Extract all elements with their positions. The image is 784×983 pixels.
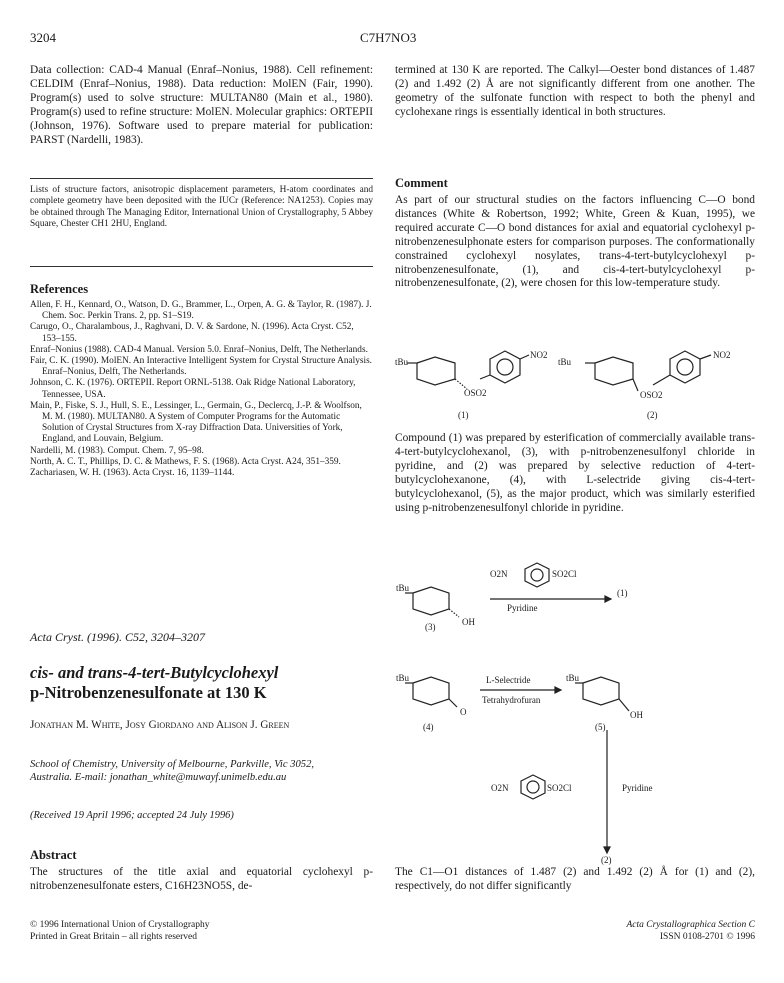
reference-item: North, A. C. T., Phillips, D. C. & Mathews, F. S. (1968). Acta Cryst. A24, 351–359. (30, 456, 341, 467)
oh-label: OH (462, 617, 475, 627)
pyridine-label: Pyridine (622, 783, 653, 793)
synthesis-scheme (395, 555, 765, 885)
synthesis-paragraph: Compound (1) was prepared by esterification of commercially available trans-4-tert-butylcyclohexanol, (3), with p-nitrobenzenesulfonyl chloride in pyridine, and (2) was prepared by selective reduction of 4-tert-butylcyclohexanone, (4), with L-selectride giving cis-4-tert-butylcyclohexanol, (5), as the major product, which was similarly esterified using p-nitrobenzenesulfonyl chloride in pyridine. (395, 432, 755, 514)
compound-label: (4) (423, 722, 434, 732)
running-head-formula: C7H7NO3 (360, 30, 417, 45)
so2cl-label: SO2Cl (547, 783, 572, 793)
oh-label: OH (630, 710, 643, 720)
o-label: O (460, 707, 467, 717)
tbu-label: tBu (396, 673, 410, 683)
journal-name: Acta Crystallographica Section C (626, 920, 755, 930)
reference-item: Main, P., Fiske, S. J., Hull, S. E., Lessinger, L., Germain, G., Declercq, J.-P. & Woolfson, M. M. (1980). MULTAN80. A System of Computer Programs for the Automatic Solution of Crystal Structures from X-ray Diffraction Data. Universities of York, England, and Louvain, Belgium. (30, 400, 362, 445)
comment-paragraph: As part of our structural studies on the factors influencing C—O bond distances (White & Robertson, 1992; White, Green & Kuan, 1995), we required accurate C—O bond distances for axial and equatorial cyclohexyl p-nitrobenzenesulphonate esters for comparison purposes. The conformationally constrained cyclohexyl nosylates, trans-4-tert-butylcyclohexyl p-nitrobenzenesulfonate, (1), and cis-4-tert-butylcyclohexyl p-nitrobenzenesulfonate, (2), were chosen for this low-temperature study. (395, 194, 755, 290)
abstract-text: The structures of the title axial and equatorial cyclohexyl p-nitrobenzenesulfonate esters, C16H23NO5S, de- (30, 866, 373, 892)
received-dates: (Received 19 April 1996; accepted 24 July 1996) (30, 810, 234, 821)
pyridine-label: Pyridine (507, 603, 538, 613)
data-collection-paragraph: Data collection: CAD-4 Manual (Enraf–Nonius, 1988). Cell refinement: CELDIM (Enraf–Nonius, 1988). Data reduction: MolEN (Fair, 1990). Program(s) used to solve structure: MULTAN80 (Main et al., 1980). Program(s) used to refine structure: MolEN. Molecular graphics: ORTEPII (Johnson, 1976). Software used to prepare material for publication: PARST (Nardelli, 1983). (30, 64, 373, 146)
issn: ISSN 0108-2701 © 1996 (659, 932, 755, 942)
so2cl-label: SO2Cl (552, 569, 577, 579)
reference-item: Nardelli, M. (1983). Comput. Chem. 7, 95–98. (30, 445, 204, 456)
product-label: (1) (617, 588, 628, 598)
reference-item: Enraf–Nonius (1988). CAD-4 Manual. Version 5.0. Enraf–Nonius, Delft, The Netherlands. (30, 344, 368, 355)
no2-label: NO2 (530, 350, 548, 360)
section-divider (30, 178, 373, 179)
compound-label: (5) (595, 722, 606, 732)
copyright: © 1996 International Union of Crystallography (30, 920, 210, 930)
oso2-label: OSO2 (464, 388, 487, 398)
reference-item: Carugo, O., Charalambous, J., Raghvani, D. V. & Sardone, N. (1996). Acta Cryst. C52, 153–155. (30, 322, 354, 344)
deposit-note: Lists of structure factors, anisotropic displacement parameters, H-atom coordinates and complete geometry have been deposited with the IUCr (Reference: NA1253). Copies may be obtained through The Managing Editor, International Union of Crystallography, 5 Abbey Square, Chester CH1 2HU, England. (30, 185, 373, 230)
article-citation: Acta Cryst. (1996). C52, 3204–3207 (30, 630, 205, 644)
section-divider (30, 266, 373, 267)
article-title-line1: cis- and trans-4-tert-Butylcyclohexyl (30, 663, 279, 682)
authors: Jonathan M. White, Josy Giordano and Alison J. Green (30, 719, 290, 731)
reference-item: Fair, C. K. (1990). MolEN. An Interactive Intelligent System for Crystal Structure Analysis. Enraf–Nonius, Delft, The Netherlands. (30, 356, 373, 378)
compound-label: (3) (425, 622, 436, 632)
page-number: 3204 (30, 30, 56, 45)
oso2-label: OSO2 (640, 390, 663, 400)
tbu-label: tBu (558, 357, 572, 367)
comment-heading: Comment (395, 176, 448, 190)
tbu-label: tBu (396, 583, 410, 593)
discussion-start: The C1—O1 distances of 1.487 (2) and 1.492 (2) Å for (1) and (2), respectively, do not differ significantly (395, 866, 755, 892)
tbu-label: tBu (395, 357, 409, 367)
compound-label: (2) (601, 855, 612, 865)
compound-label: (2) (647, 410, 658, 420)
intro-continuation: termined at 130 K are reported. The Calkyl—Oester bond distances of 1.487 (2) and 1.492 (2) Å are not significantly different from one another. The geometry of the sulfonate function with respect to both the phenyl and cyclohexane rings is essentially identical in both structures. (395, 64, 755, 118)
thf-label: Tetrahydrofuran (482, 695, 541, 705)
references-list (30, 300, 373, 479)
reference-item: Allen, F. H., Kennard, O., Watson, D. G., Brammer, L., Orpen, A. G. & Taylor, R. (1987). J. Chem. Soc. Perkin Trans. 2, pp. S1–S19. (30, 300, 372, 322)
o2n-label: O2N (491, 783, 509, 793)
printed-in: Printed in Great Britain – all rights reserved (30, 932, 197, 942)
l-selectride-label: L-Selectride (486, 675, 531, 685)
tbu-label: tBu (566, 673, 580, 683)
abstract-heading: Abstract (30, 848, 77, 862)
no2-label: NO2 (713, 350, 731, 360)
references-heading: References (30, 282, 89, 296)
o2n-label: O2N (490, 569, 508, 579)
affiliation: School of Chemistry, University of Melbourne, Parkville, Vic 3052, Australia. E-mail: jonathan_white@muwayf.unimelb.edu.au (30, 759, 315, 783)
compound-label: (1) (458, 410, 469, 420)
compound-structures-scheme (395, 345, 765, 435)
reference-item: Zachariasen, W. H. (1963). Acta Cryst. 16, 1139–1144. (30, 468, 235, 479)
reference-item: Johnson, C. K. (1976). ORTEPII. Report ORNL-5138. Oak Ridge National Laboratory, Tennessee, USA. (30, 378, 356, 400)
article-title-line2: p-Nitrobenzenesulfonate at 130 K (30, 683, 267, 702)
